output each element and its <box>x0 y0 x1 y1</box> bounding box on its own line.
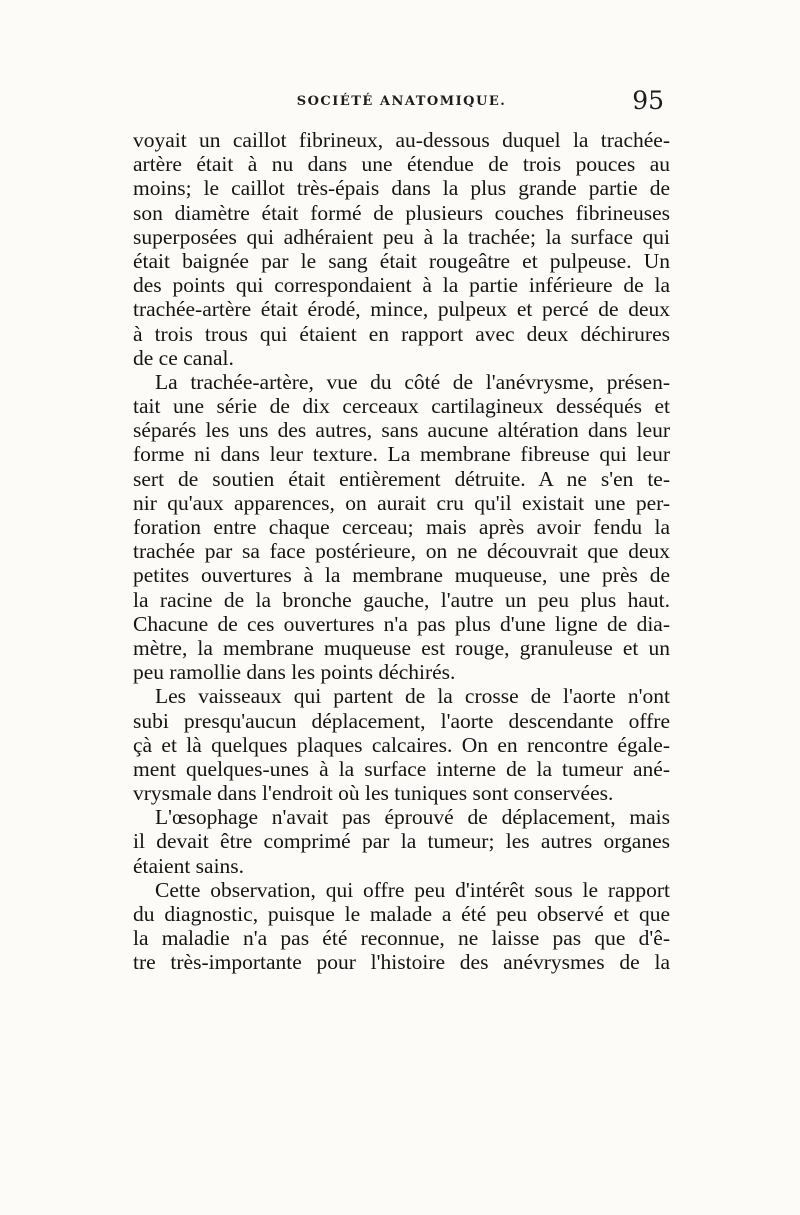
text-line: voyait un caillot fibrineux, au-dessous duquel la trachée- <box>133 128 670 152</box>
text-line: séparés les uns des autres, sans aucune altération dans leur <box>133 418 670 443</box>
text-line: à trois trous qui étaient en rapport avec deux déchirures <box>133 321 670 346</box>
running-title: SOCIÉTÉ ANATOMIQUE. <box>296 94 507 109</box>
text-line: superposées qui adhéraient peu à la trachée; la surface qui <box>133 224 670 249</box>
text-line: tre très-importante pour l'histoire des anévrysmes de la <box>133 950 670 975</box>
text-line: petites ouvertures à la membrane muqueuse, une près de <box>133 563 670 588</box>
text-line: peu ramollie dans les points déchirés. <box>133 660 456 685</box>
text-line: nir qu'aux apparences, on aurait cru qu'il existait une per- <box>133 490 670 515</box>
paragraph-first-line: Les vaisseaux qui partent de la crosse de l'aorte n'ont <box>155 684 670 709</box>
text-line: tait une série de dix cerceaux cartilagineux desséqués et <box>133 394 670 419</box>
text-line: du diagnostic, puisque le malade a été peu observé et que <box>133 902 670 926</box>
text-line: moins; le caillot très-épais dans la plus grande partie de <box>133 176 670 201</box>
text-line: des points qui correspondaient à la partie inférieure de la <box>133 273 670 298</box>
text-line: vrysmale dans l'endroit où les tuniques sont conservées. <box>133 781 614 806</box>
body-text <box>133 128 670 975</box>
text-line: sert de soutien était entièrement détruite. A ne s'en te- <box>133 466 670 491</box>
text-line: subi presqu'aucun déplacement, l'aorte descendante offre <box>133 708 670 733</box>
text-line: la maladie n'a pas été reconnue, ne laisse pas que d'ê- <box>133 926 670 951</box>
text-line: de ce canal. <box>133 345 234 370</box>
text-line: trachée-artère était érodé, mince, pulpeux et percé de deux <box>133 297 670 322</box>
text-line: çà et là quelques plaques calcaires. On en rencontre égale- <box>133 732 670 757</box>
text-line: mètre, la membrane muqueuse est rouge, granuleuse et un <box>133 635 670 660</box>
paragraph-first-line: L'œsophage n'avait pas éprouvé de déplacement, mais <box>155 805 670 830</box>
text-line: la racine de la bronche gauche, l'autre un peu plus haut. <box>133 587 670 612</box>
page-header <box>133 86 670 126</box>
text-line: était baignée par le sang était rougeâtre et pulpeuse. Un <box>133 248 670 273</box>
text-line: forme ni dans leur texture. La membrane fibreuse qui leur <box>133 442 670 467</box>
page-number: 95 <box>632 86 664 115</box>
text-line: artère était à nu dans une étendue de trois pouces au <box>133 152 670 177</box>
text-line: étaient sains. <box>133 853 245 878</box>
text-line: foration entre chaque cerceau; mais après avoir fendu la <box>133 515 670 539</box>
text-line: ment quelques-unes à la surface interne de la tumeur ané- <box>133 756 670 781</box>
text-line: il devait être comprimé par la tumeur; les autres organes <box>133 829 670 854</box>
paragraph-first-line: La trachée-artère, vue du côté de l'anévrysme, présen- <box>155 369 670 394</box>
text-line: trachée par sa face postérieure, on ne découvrait que deux <box>133 539 670 564</box>
text-line: son diamètre était formé de plusieurs couches fibrineuses <box>133 200 670 225</box>
paragraph-first-line: Cette observation, qui offre peu d'intérêt sous le rapport <box>155 877 670 902</box>
text-line: Chacune de ces ouvertures n'a pas plus d'une ligne de dia- <box>133 611 670 636</box>
